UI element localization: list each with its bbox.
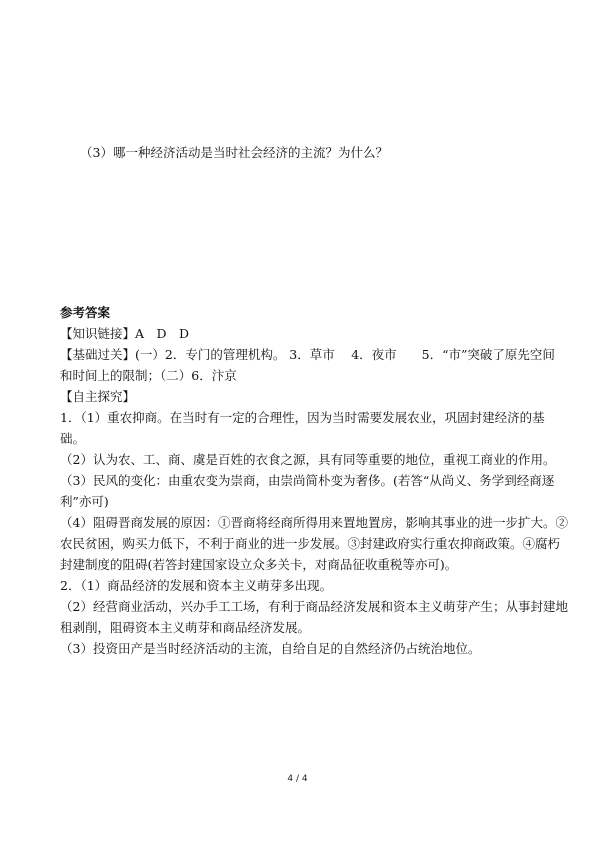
- answer-line: 和时间上的限制；（二）6．汴京: [60, 368, 237, 383]
- answer-line: （2）经营商业活动，兴办手工工场，有利于商品经济发展和资本主义萌芽产生；从事封建地: [60, 599, 568, 614]
- answer-line: （3）民风的变化：由重农变为崇商，由崇尚简朴变为奢侈。(若答“从尚义、务学到经商逐: [60, 473, 555, 488]
- answer-line: （4）阻碍晋商发展的原因：①晋商将经商所得用来置地置房，影响其事业的进一步扩大。②: [60, 515, 568, 530]
- question-3: （3）哪一种经济活动是当时社会经济的主流？为什么？: [80, 145, 388, 160]
- answer-line: 农民贫困，购买力低下，不利于商业的进一步发展。③封建政府实行重农抑商政策。④腐朽: [60, 536, 561, 551]
- answer-line: 租剥削，阻碍资本主义萌芽和商品经济发展。: [60, 620, 311, 635]
- answer-line: 【自主探究】: [60, 389, 136, 404]
- answer-line: 封建制度的阻碍(若答封建国家设立众多关卡，对商品征收重税等亦可)。: [60, 557, 458, 572]
- answer-line: 【基础过关】(一）2．专门的管理机构。 3．草市 4．夜市 5．“市”突破了原先空间: [60, 347, 555, 362]
- page-number: 4 / 4: [287, 774, 308, 784]
- answer-line: 利”亦可): [60, 494, 109, 509]
- answer-line: （2）认为农、工、商、虞是百姓的衣食之源，具有同等重要的地位，重视工商业的作用。: [60, 452, 556, 467]
- answer-line: 础。: [60, 431, 86, 446]
- answer-section: [60, 302, 568, 659]
- answer-line: 【知识链接】A D D: [60, 326, 190, 341]
- answer-section-title: 参考答案: [60, 305, 111, 320]
- answer-line: （3）投资田产是当时经济活动的主流，自给自足的自然经济仍占统治地位。: [60, 641, 481, 656]
- answer-line: 1．（1）重农抑商。在当时有一定的合理性，因为当时需要发展农业，巩固封建经济的基: [60, 410, 545, 425]
- answer-line: 2．（1）商品经济的发展和资本主义萌芽多出现。: [60, 578, 333, 593]
